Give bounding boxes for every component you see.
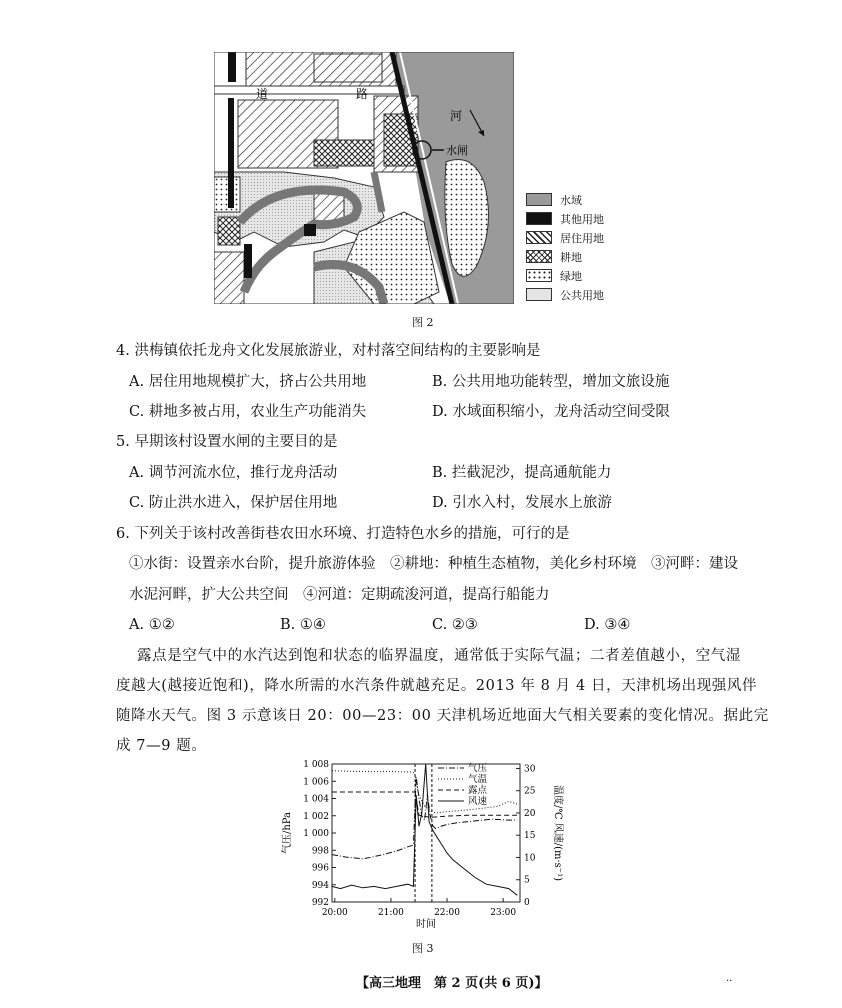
- river-label: 河: [450, 109, 463, 123]
- gate-label: 水闸: [446, 144, 468, 157]
- legend-item-other: 其他用地: [526, 209, 604, 228]
- x-axis-label: 时间: [416, 919, 436, 930]
- y-left-tick-label: 1 006: [303, 777, 329, 788]
- passage-line-3: 随降水天气。图 3 示意该日 20：00—23：00 天津机场近地面大气相关要素的变化情况。据此完: [116, 708, 769, 724]
- figure2-caption: 图 2: [412, 316, 434, 329]
- question-4-option-c: C. 耕地多被占用，农业生产功能消失: [129, 404, 367, 420]
- legend-item-public: 公共用地: [526, 285, 604, 304]
- y-right-axis-label: 温度/℃ 风速/(m·s⁻¹): [552, 785, 563, 881]
- passage-line-1: 露点是空气中的水汽达到饱和状态的临界温度，通常低于实际气温；二者差值越小，空气湿: [137, 648, 741, 664]
- legend-label-1: 气温: [468, 774, 488, 785]
- question-6-option-b: B. ①④: [280, 617, 326, 633]
- legend-item-water: 水域: [526, 190, 604, 209]
- plot-frame: [332, 764, 520, 902]
- y-left-tick-label: 998: [311, 846, 329, 857]
- passage-line-2: 度越大(越接近饱和)，降水所需的水汽条件就越充足。2013 年 8 月 4 日，天津机场出现强风伴: [116, 678, 758, 694]
- question-6-stem: 6. 下列关于该村改善街巷农田水环境、打造特色水乡的措施，可行的是: [116, 526, 570, 542]
- question-5-option-a: A. 调节河流水位，推行龙舟活动: [129, 465, 338, 481]
- legend-item-farmland: 耕地: [526, 247, 604, 266]
- question-5-option-d: D. 引水入村，发展水上旅游: [432, 495, 612, 511]
- legend-label-0: 气压: [468, 763, 488, 774]
- y-left-tick-label: 1 004: [303, 794, 329, 805]
- legend-label-3: 风速: [468, 796, 488, 807]
- question-6-option-a: A. ①②: [129, 617, 175, 633]
- series-line-3: [332, 764, 517, 895]
- series-line-2: [332, 792, 517, 817]
- question-4-option-d: D. 水域面积缩小，龙舟活动空间受限: [432, 404, 670, 420]
- passage-line-4: 成 7—9 题。: [116, 738, 207, 754]
- question-5-stem: 5. 早期该村设置水闸的主要目的是: [116, 434, 338, 450]
- footer-mark: ··: [726, 976, 733, 987]
- y-left-tick-label: 992: [311, 898, 329, 908]
- question-6-option-c: C. ②③: [432, 617, 478, 633]
- legend-item-residential: 居住用地: [526, 228, 604, 247]
- x-tick-label: 23:00: [490, 908, 517, 918]
- question-6-option-d: D. ③④: [584, 617, 631, 633]
- question-6-measures-line1: ①水街：设置亲水台阶，提升旅游体验 ②耕地：种植生态植物，美化乡村环境 ③河畔：建设: [129, 556, 738, 572]
- y-left-tick-label: 1 000: [303, 829, 329, 839]
- weather-chart: [270, 752, 570, 952]
- map-legend: [526, 190, 604, 304]
- figure3-caption: 图 3: [412, 942, 434, 955]
- y-right-tick-label: 5: [524, 875, 530, 886]
- series-line-0: [332, 777, 517, 859]
- y-right-tick-label: 25: [524, 786, 536, 797]
- road-label-b: 路: [356, 87, 369, 101]
- legend-label-2: 露点: [468, 785, 488, 796]
- y-left-tick-label: 994: [311, 880, 329, 891]
- question-5-option-c: C. 防止洪水进入，保护居住用地: [129, 495, 338, 511]
- x-tick-label: 20:00: [321, 908, 348, 918]
- question-4-stem: 4. 洪梅镇依托龙舟文化发展旅游业，对村落空间结构的主要影响是: [116, 343, 541, 359]
- y-right-tick-label: 30: [524, 764, 536, 775]
- question-6-measures-line2: 水泥河畔，扩大公共空间 ④河道：定期疏浚河道，提高行船能力: [129, 587, 550, 603]
- question-4-option-b: B. 公共用地功能转型，增加文旅设施: [432, 374, 670, 390]
- y-left-tick-label: 996: [311, 863, 329, 874]
- y-right-tick-label: 10: [524, 853, 536, 864]
- y-left-axis-label: 气压/hPa: [282, 811, 293, 855]
- question-4-option-a: A. 居住用地规模扩大，挤占公共用地: [129, 374, 367, 390]
- y-left-tick-label: 1 002: [303, 811, 329, 822]
- y-right-tick-label: 0: [524, 898, 530, 908]
- y-left-tick-label: 1 008: [303, 760, 329, 770]
- x-tick-label: 22:00: [434, 908, 461, 918]
- question-5-option-b: B. 拦截泥沙，提高通航能力: [432, 465, 612, 481]
- x-tick-label: 21:00: [377, 908, 404, 918]
- road-label-a: 道: [256, 87, 269, 101]
- page-footer: 【高三地理 第 2 页(共 6 页)】: [356, 976, 548, 991]
- y-right-tick-label: 15: [524, 831, 536, 842]
- y-right-tick-label: 20: [524, 808, 536, 819]
- legend-item-green: 绿地: [526, 266, 604, 285]
- land-use-map: [214, 52, 514, 304]
